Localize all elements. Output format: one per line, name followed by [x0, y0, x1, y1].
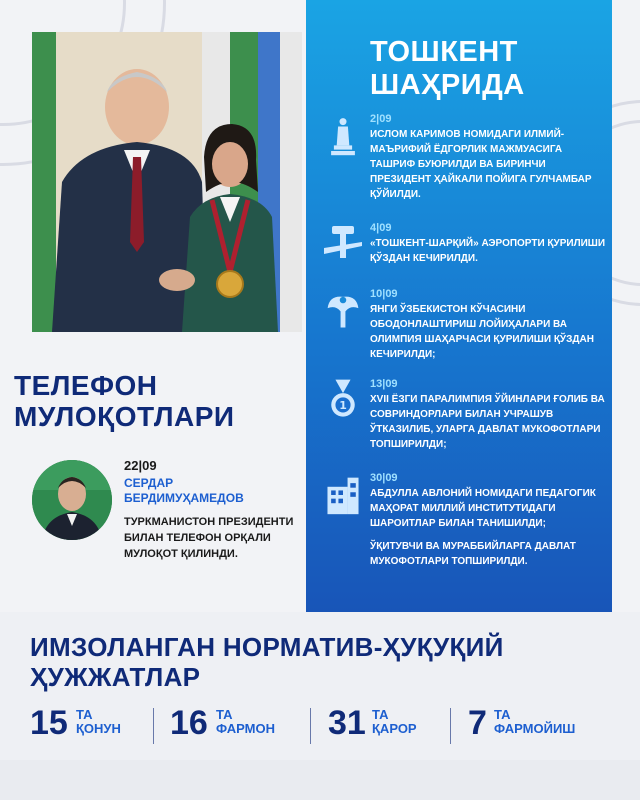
stat-divider	[310, 708, 311, 744]
event-item	[370, 472, 608, 569]
stat-label-line: ТА	[494, 707, 511, 722]
stat-divider	[153, 708, 154, 744]
person-name-line: СЕРДАР	[124, 476, 174, 490]
phone-call-description: ТУРКМАНИСТОН ПРЕЗИДЕНТИ БИЛАН ТЕЛЕФОН ОРҚАЛИ МУЛОҚОТ ҚИЛИНДИ.	[124, 516, 294, 560]
documents-title-line: ИМЗОЛАНГАН НОРМАТИВ-ҲУҚУҚИЙ	[30, 632, 504, 662]
documents-title-line: ҲУЖЖАТЛАР	[30, 662, 201, 692]
stat-number: 7	[468, 704, 487, 742]
stat-label-line: ҚАРОР	[372, 721, 417, 736]
event-item	[370, 378, 608, 452]
airport-tower-icon	[322, 222, 364, 264]
stat-label-line: ФАРМОН	[216, 721, 275, 736]
documents-title	[30, 632, 504, 692]
event-text: АБДУЛЛА АВЛОНИЙ НОМИДАГИ ПЕДАГОГИК МАҲОРАТ МИЛЛИЙ ИНСТИТУТИДАГИ ШАРОИТЛАР БИЛАН ТАНИШИЛДИ;	[370, 488, 596, 529]
stat-number: 16	[170, 704, 208, 742]
person-name-line: БЕРДИМУҲАМЕДОВ	[124, 491, 244, 505]
event-date: 10|09	[370, 288, 398, 300]
phone-call-date: 22|09	[124, 458, 157, 473]
bottom-strip	[0, 760, 640, 800]
humo-bird-icon	[322, 292, 364, 334]
event-date: 4|09	[370, 222, 392, 234]
event-item	[370, 222, 608, 266]
panel-title-line: ТОШКЕНТ	[370, 36, 518, 68]
svg-text:1: 1	[339, 399, 347, 413]
meeting-photo-illustration	[32, 32, 302, 332]
event-text: ИСЛОМ КАРИМОВ НОМИДАГИ ИЛМИЙ-МАЪРИФИЙ ЁДГОРЛИК МАЖМУАСИГА ТАШРИФ БУЮРИЛДИ ВА БИРИНЧИ ПРЕЗИДЕНТ ҲАЙКАЛИ ПОЙИГА ГУЛЧАМБАР ҚЎЙИЛДИ.	[370, 129, 592, 200]
stat-label-line: ТА	[216, 707, 233, 722]
stat-label-line: ТА	[76, 707, 93, 722]
building-icon	[322, 474, 364, 516]
event-date: 30|09	[370, 472, 398, 484]
stat-label-line: ФАРМОЙИШ	[494, 721, 576, 736]
stat-divider	[450, 708, 451, 744]
stat-label	[216, 708, 275, 736]
monument-icon	[322, 116, 364, 158]
avatar	[32, 460, 112, 540]
panel-title	[370, 36, 525, 102]
meeting-photo	[32, 32, 302, 332]
stat-label-line: ТА	[372, 707, 389, 722]
phone-title-line: МУЛОҚОТЛАРИ	[14, 401, 235, 432]
stat-label	[76, 708, 121, 736]
stat-label	[372, 708, 417, 736]
panel-title-line: ШАҲРИДА	[370, 69, 525, 101]
phone-call-person	[124, 476, 244, 506]
avatar-portrait	[32, 460, 112, 540]
event-text-secondary: ЎҚИТУВЧИ ВА МУРАББИЙЛАРГА ДАВЛАТ МУКОФОТЛАРИ ТОПШИРИЛДИ.	[370, 541, 576, 567]
phone-talks-title	[14, 370, 235, 432]
medal-icon	[322, 378, 364, 420]
stat-label	[494, 708, 575, 736]
tashkent-events-panel	[306, 0, 612, 612]
event-text: XVII ЁЗГИ ПАРАЛИМПИЯ ЎЙИНЛАРИ ҒОЛИБ ВА СОВРИНДОРЛАРИ БИЛАН УЧРАШУВ ЎТКАЗИЛИБ, УЛАРГА ДАВЛАТ МУКОФОТЛАРИ ТОПШИРИЛДИ;	[370, 394, 605, 450]
stat-number: 15	[30, 704, 68, 742]
event-item	[370, 113, 608, 202]
event-date: 2|09	[370, 113, 392, 125]
stat-number: 31	[328, 704, 366, 742]
event-item	[370, 288, 608, 362]
stat-label-line: ҚОНУН	[76, 721, 121, 736]
phone-title-line: ТЕЛЕФОН	[14, 370, 158, 401]
event-text: «ТОШКЕНТ-ШАРҚИЙ» АЭРОПОРТИ ҚУРИЛИШИ ҚЎЗДАН КЕЧИРИЛДИ.	[370, 238, 606, 264]
event-date: 13|09	[370, 378, 398, 390]
event-text: ЯНГИ ЎЗБЕКИСТОН КЎЧАСИНИ ОБОДОНЛАШТИРИШ ЛОЙИҲАЛАРИ ВА ОЛИМПИЯ ШАҲАРЧАСИ ҚУРИЛИШИ ҚЎЗДАН КЕЧИРИЛДИ;	[370, 304, 594, 360]
